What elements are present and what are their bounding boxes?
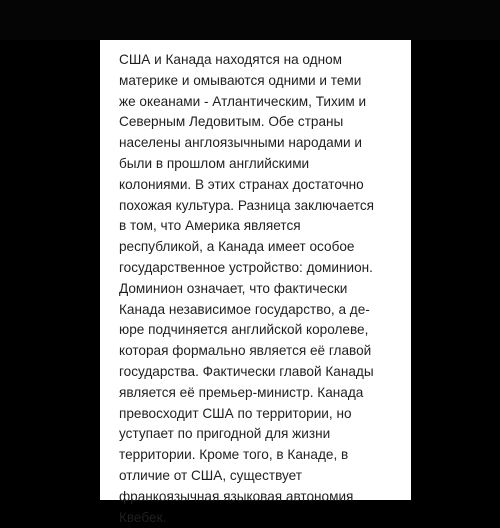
text-line: Канада независимое государство, а де- bbox=[119, 301, 370, 317]
text-line: населены англоязычными народами и bbox=[119, 135, 363, 151]
text-line: юре подчиняется английской королеве, bbox=[119, 322, 369, 338]
text-line: Доминион означает, что фактически bbox=[119, 280, 348, 296]
text-line: отличие от США, существует bbox=[119, 467, 302, 483]
document-text bbox=[119, 50, 407, 528]
text-line: государственное устройство: доминион. bbox=[119, 259, 373, 275]
text-line: превосходит США по территории, но bbox=[119, 405, 352, 421]
text-line: США и Канада находятся на одном bbox=[119, 52, 343, 67]
text-line: материке и омываются одними и теми bbox=[119, 72, 362, 88]
text-line: государства. Фактически главой Канады bbox=[119, 363, 374, 379]
text-line: Северным Ледовитым. Обе страны bbox=[119, 114, 344, 130]
text-line: является её премьер-министр. Канада bbox=[119, 384, 364, 400]
text-line: Квебек. bbox=[119, 509, 167, 525]
text-line: республикой, а Канада имеет особое bbox=[119, 239, 355, 255]
top-dark-band bbox=[0, 0, 500, 40]
text-line: колониями. В этих странах достаточно bbox=[119, 176, 364, 192]
text-line: франкоязычная языковая автономия bbox=[119, 488, 354, 504]
text-line: в том, что Америка является bbox=[119, 218, 301, 234]
text-line: были в прошлом английскими bbox=[119, 155, 310, 171]
text-line: территории. Кроме того, в Канаде, в bbox=[119, 447, 349, 463]
text-line: похожая культура. Разница заключается bbox=[119, 197, 375, 213]
document-page bbox=[100, 40, 411, 525]
text-line: уступает по пригодной для жизни bbox=[119, 426, 331, 442]
text-line: же океанами - Атлантическим, Тихим и bbox=[119, 93, 367, 109]
text-line: которая формально является её главой bbox=[119, 343, 372, 359]
